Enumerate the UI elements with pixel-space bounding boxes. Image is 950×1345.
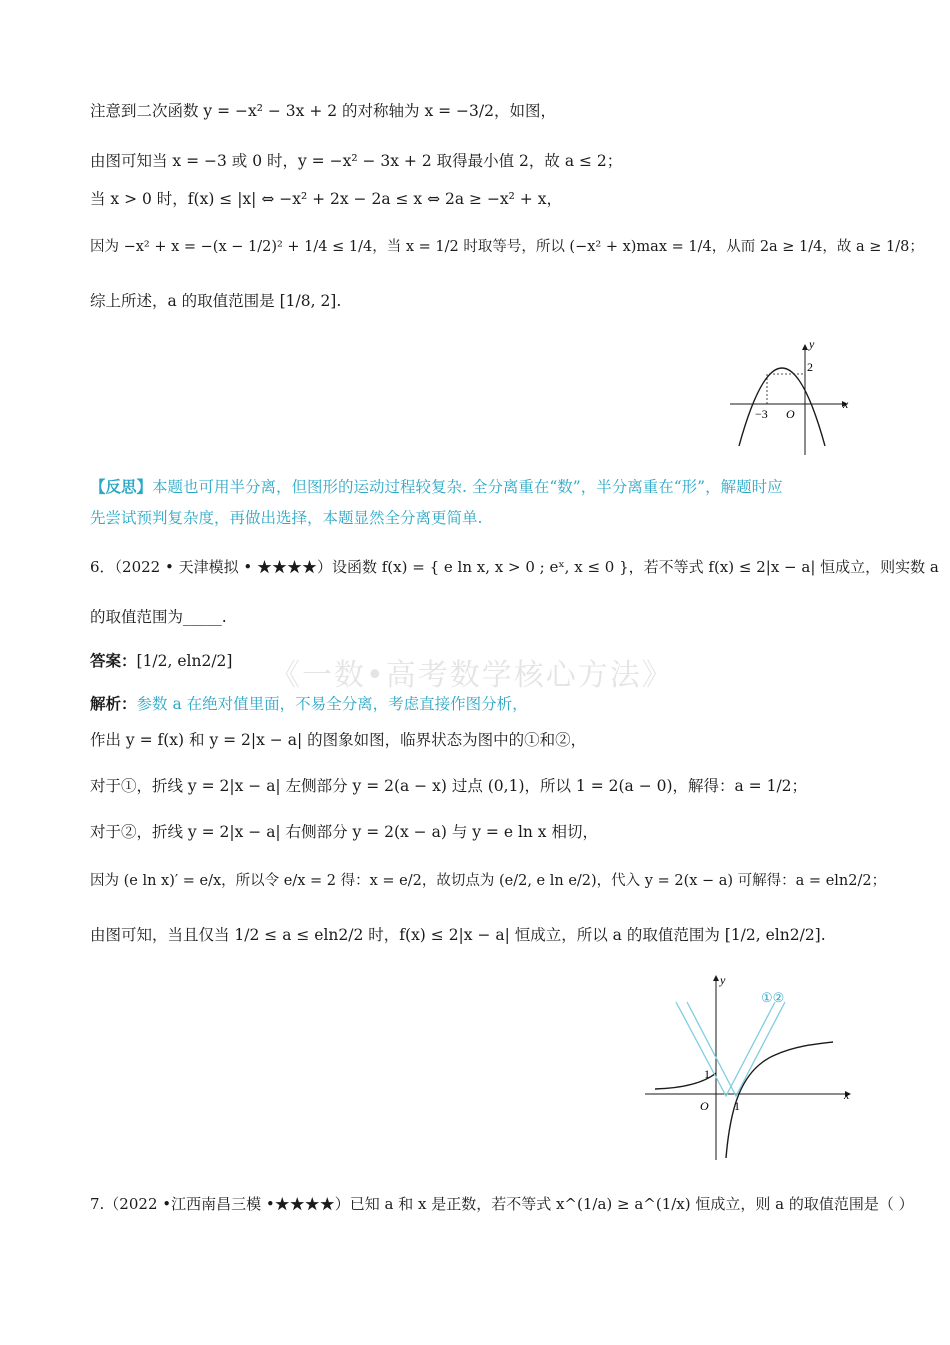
- log-curve: [726, 1042, 833, 1158]
- reflection-line-2: 先尝试预判复杂度，再做出选择，本题显然全分离更简单.: [90, 509, 483, 527]
- value-neg3-label: −3: [755, 407, 768, 421]
- problem6-stem: 6．（2022 • 天津模拟 • ★★★★）设函数 f(x) = { e ln x, x > 0 ; eˣ, x ≤ 0 }，若不等式 f(x) ≤ 2|x − a| 恒成立，则实数 a: [90, 558, 939, 576]
- solution-line-2: 对于①，折线 y = 2|x − a| 左侧部分 y = 2(a − x) 过点 (0,1)，所以 1 = 2(a − 0)，解得：a = 1/2；: [90, 777, 808, 795]
- parabola-graph: [725, 340, 855, 460]
- parabola-curve: [739, 368, 825, 446]
- analysis-note: 参数 a 在绝对值里面，不易全分离，考虑直接作图分析，: [136, 695, 528, 713]
- x-axis-label: x: [843, 397, 849, 411]
- abs-value-graph: [640, 970, 860, 1165]
- watermark: 《一数•高考数学核心方法》: [270, 658, 674, 693]
- solution-line-5: 由图可知，当且仅当 1/2 ≤ a ≤ eln2/2 时，f(x) ≤ 2|x − a| 恒成立，所以 a 的取值范围为 [1/2, eln2/2].: [90, 926, 826, 944]
- reflection-text-1: 本题也可用半分离，但图形的运动过程较复杂. 全分离重在“数”，半分离重在“形”，解题时应: [152, 478, 783, 496]
- answer-label: 答案：: [90, 651, 137, 670]
- y-axis-label: y: [720, 973, 726, 987]
- solution-line-4: 因为 (e ln x)′ = e/x，所以令 e/x = 2 得：x = e/2，故切点为 (e/2, e ln e/2)，代入 y = 2(x − a) 可解得：a = eln2/2；: [90, 873, 887, 889]
- y-axis-label: y: [809, 340, 815, 351]
- analysis-line: [90, 693, 528, 715]
- problem7-stem: 7.（2022 •江西南昌三模 •★★★★）已知 a 和 x 是正数，若不等式 x^(1/a) ≥ a^(1/x) 恒成立，则 a 的取值范围是（ ）: [90, 1195, 914, 1213]
- solution-line-3: 对于②，折线 y = 2|x − a| 右侧部分 y = 2(x − a) 与 y = e ln x 相切，: [90, 823, 598, 841]
- origin-label: O: [786, 407, 795, 421]
- value-2-label: 2: [807, 360, 813, 374]
- text-line-1: 注意到二次函数 y = −x² − 3x + 2 的对称轴为 x = −3/2，如图，: [90, 102, 556, 120]
- critical-marks: ①②: [761, 990, 785, 1005]
- text-line-4: 因为 −x² + x = −(x − 1/2)² + 1/4 ≤ 1/4，当 x = 1/2 时取等号，所以 (−x² + x)max = 1/4，从而 2a ≥ 1/4，故 a ≥ 1/8；: [90, 239, 924, 255]
- analysis-label: 解析：: [90, 694, 137, 713]
- origin-label: O: [700, 1099, 709, 1113]
- y-one-label: 1: [704, 1067, 710, 1081]
- text-line-3: 当 x > 0 时，f(x) ≤ |x| ⇔ −x² + 2x − 2a ≤ x ⇔ 2a ≥ −x² + x，: [90, 190, 562, 208]
- problem6-stem-2: 的取值范围为_____.: [90, 608, 227, 626]
- dotted-guide: [767, 374, 805, 404]
- solution-line-1: 作出 y = f(x) 和 y = 2|x − a| 的图象如图，临界状态为图中的①和②，: [90, 731, 587, 749]
- reflection-tag: 【反思】: [90, 477, 153, 496]
- text-line-5: 综上所述，a 的取值范围是 [1/8, 2].: [90, 292, 342, 310]
- x-axis-label: x: [844, 1088, 850, 1102]
- text-line-2: 由图可知当 x = −3 或 0 时，y = −x² − 3x + 2 取得最小值 2，故 a ≤ 2；: [90, 152, 623, 170]
- x-one-label: 1: [734, 1099, 740, 1113]
- reflection-line-1: [90, 476, 783, 498]
- answer-value: [1/2, eln2/2]: [136, 652, 233, 670]
- answer-line: [90, 650, 232, 672]
